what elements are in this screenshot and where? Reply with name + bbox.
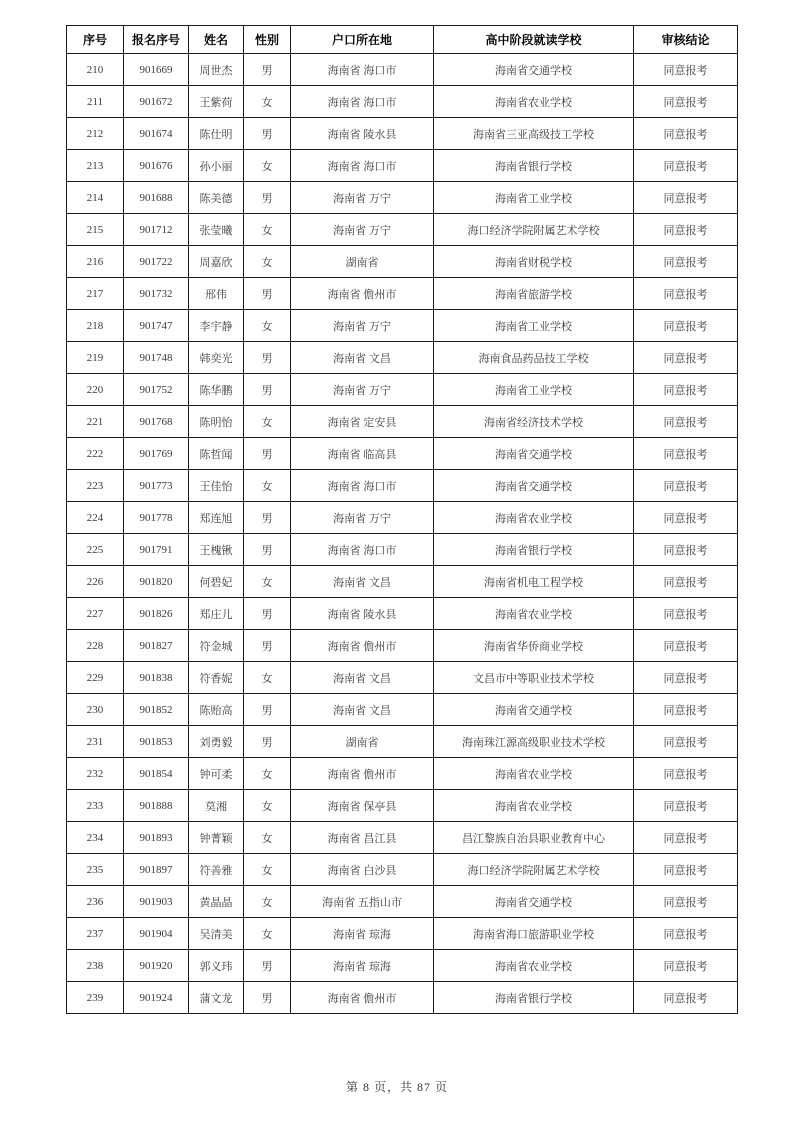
table-row [67, 726, 738, 758]
table-row [67, 534, 738, 566]
cell-residence: 海南省 万宁 [291, 374, 434, 406]
cell-residence: 海南省 万宁 [291, 182, 434, 214]
cell-reg-no: 901854 [124, 758, 189, 790]
table-row [67, 854, 738, 886]
column-header-reg-no: 报名序号 [124, 26, 189, 54]
cell-review: 同意报考 [634, 374, 738, 406]
table-row [67, 470, 738, 502]
cell-residence: 海南省 万宁 [291, 502, 434, 534]
cell-review: 同意报考 [634, 758, 738, 790]
cell-reg-no: 901778 [124, 502, 189, 534]
cell-name: 张莹曦 [189, 214, 244, 246]
cell-name: 吴清美 [189, 918, 244, 950]
cell-review: 同意报考 [634, 950, 738, 982]
cell-index: 230 [67, 694, 124, 726]
table-header [67, 26, 738, 54]
cell-reg-no: 901712 [124, 214, 189, 246]
cell-name: 陈贻高 [189, 694, 244, 726]
cell-reg-no: 901903 [124, 886, 189, 918]
cell-review: 同意报考 [634, 822, 738, 854]
cell-school: 海南省财税学校 [434, 246, 634, 278]
cell-review: 同意报考 [634, 342, 738, 374]
cell-residence: 海南省 文昌 [291, 662, 434, 694]
cell-gender: 女 [244, 470, 291, 502]
cell-index: 213 [67, 150, 124, 182]
cell-name: 莫湘 [189, 790, 244, 822]
cell-residence: 海南省 儋州市 [291, 278, 434, 310]
cell-school: 海南食品药品技工学校 [434, 342, 634, 374]
cell-gender: 女 [244, 150, 291, 182]
cell-gender: 女 [244, 758, 291, 790]
column-header-residence: 户口所在地 [291, 26, 434, 54]
cell-reg-no: 901838 [124, 662, 189, 694]
cell-index: 222 [67, 438, 124, 470]
cell-school: 海南省旅游学校 [434, 278, 634, 310]
cell-index: 238 [67, 950, 124, 982]
table-row [67, 790, 738, 822]
column-header-index: 序号 [67, 26, 124, 54]
table-row [67, 598, 738, 630]
cell-name: 蒲文龙 [189, 982, 244, 1014]
cell-name: 王槐锹 [189, 534, 244, 566]
cell-residence: 海南省 陵水县 [291, 598, 434, 630]
cell-index: 210 [67, 54, 124, 86]
cell-reg-no: 901672 [124, 86, 189, 118]
cell-school: 海南省银行学校 [434, 534, 634, 566]
cell-name: 韩奕光 [189, 342, 244, 374]
cell-residence: 海南省 海口市 [291, 150, 434, 182]
cell-school: 海南省交通学校 [434, 886, 634, 918]
cell-index: 212 [67, 118, 124, 150]
cell-school: 海南省农业学校 [434, 86, 634, 118]
cell-index: 231 [67, 726, 124, 758]
cell-reg-no: 901852 [124, 694, 189, 726]
cell-reg-no: 901768 [124, 406, 189, 438]
table-row [67, 758, 738, 790]
cell-index: 233 [67, 790, 124, 822]
cell-reg-no: 901924 [124, 982, 189, 1014]
cell-school: 海南省交通学校 [434, 438, 634, 470]
cell-review: 同意报考 [634, 214, 738, 246]
cell-name: 陈哲闻 [189, 438, 244, 470]
table-row [67, 182, 738, 214]
cell-gender: 男 [244, 950, 291, 982]
cell-review: 同意报考 [634, 150, 738, 182]
table-body [67, 54, 738, 1014]
cell-review: 同意报考 [634, 246, 738, 278]
cell-name: 钟可柔 [189, 758, 244, 790]
table-row [67, 278, 738, 310]
cell-review: 同意报考 [634, 662, 738, 694]
cell-index: 229 [67, 662, 124, 694]
cell-name: 符金城 [189, 630, 244, 662]
cell-school: 文昌市中等职业技术学校 [434, 662, 634, 694]
table-row [67, 86, 738, 118]
cell-index: 211 [67, 86, 124, 118]
table-row [67, 438, 738, 470]
cell-review: 同意报考 [634, 694, 738, 726]
table-row [67, 342, 738, 374]
cell-index: 218 [67, 310, 124, 342]
cell-name: 周嘉欣 [189, 246, 244, 278]
cell-reg-no: 901791 [124, 534, 189, 566]
cell-gender: 男 [244, 534, 291, 566]
cell-residence: 海南省 文昌 [291, 566, 434, 598]
cell-school: 海南省银行学校 [434, 150, 634, 182]
cell-residence: 海南省 保亭县 [291, 790, 434, 822]
table-row [67, 374, 738, 406]
cell-name: 王佳怡 [189, 470, 244, 502]
cell-name: 钟菁颖 [189, 822, 244, 854]
cell-gender: 女 [244, 790, 291, 822]
cell-index: 223 [67, 470, 124, 502]
cell-school: 海南省农业学校 [434, 502, 634, 534]
cell-review: 同意报考 [634, 406, 738, 438]
cell-reg-no: 901688 [124, 182, 189, 214]
cell-gender: 男 [244, 726, 291, 758]
cell-name: 王紫荷 [189, 86, 244, 118]
cell-name: 刘勇毅 [189, 726, 244, 758]
cell-gender: 女 [244, 566, 291, 598]
cell-gender: 女 [244, 662, 291, 694]
cell-review: 同意报考 [634, 310, 738, 342]
table-row [67, 406, 738, 438]
cell-residence: 海南省 文昌 [291, 694, 434, 726]
cell-school: 海南省农业学校 [434, 598, 634, 630]
cell-name: 周世杰 [189, 54, 244, 86]
cell-name: 黄晶晶 [189, 886, 244, 918]
cell-gender: 男 [244, 598, 291, 630]
cell-gender: 女 [244, 854, 291, 886]
table-row [67, 694, 738, 726]
cell-name: 陈明怡 [189, 406, 244, 438]
cell-residence: 海南省 儋州市 [291, 982, 434, 1014]
cell-reg-no: 901897 [124, 854, 189, 886]
cell-name: 何碧妃 [189, 566, 244, 598]
cell-name: 符善雅 [189, 854, 244, 886]
cell-school: 海南省农业学校 [434, 790, 634, 822]
cell-gender: 女 [244, 406, 291, 438]
cell-reg-no: 901752 [124, 374, 189, 406]
cell-school: 海南省交通学校 [434, 54, 634, 86]
cell-residence: 海南省 儋州市 [291, 630, 434, 662]
cell-school: 海南省华侨商业学校 [434, 630, 634, 662]
cell-gender: 男 [244, 54, 291, 86]
cell-reg-no: 901904 [124, 918, 189, 950]
cell-school: 海南省农业学校 [434, 758, 634, 790]
cell-residence: 海南省 陵水县 [291, 118, 434, 150]
cell-index: 224 [67, 502, 124, 534]
cell-reg-no: 901747 [124, 310, 189, 342]
cell-residence: 海南省 儋州市 [291, 758, 434, 790]
cell-name: 陈仕明 [189, 118, 244, 150]
cell-name: 郭义玮 [189, 950, 244, 982]
cell-gender: 男 [244, 278, 291, 310]
cell-school: 昌江黎族自治县职业教育中心 [434, 822, 634, 854]
cell-residence: 湖南省 [291, 726, 434, 758]
cell-residence: 海南省 海口市 [291, 534, 434, 566]
cell-gender: 女 [244, 822, 291, 854]
cell-reg-no: 901773 [124, 470, 189, 502]
cell-index: 217 [67, 278, 124, 310]
cell-review: 同意报考 [634, 726, 738, 758]
cell-school: 海南省银行学校 [434, 982, 634, 1014]
cell-review: 同意报考 [634, 790, 738, 822]
table-row [67, 54, 738, 86]
cell-review: 同意报考 [634, 534, 738, 566]
cell-index: 219 [67, 342, 124, 374]
cell-residence: 海南省 万宁 [291, 214, 434, 246]
cell-gender: 女 [244, 886, 291, 918]
cell-reg-no: 901826 [124, 598, 189, 630]
cell-index: 234 [67, 822, 124, 854]
cell-index: 226 [67, 566, 124, 598]
cell-gender: 男 [244, 182, 291, 214]
cell-residence: 海南省 海口市 [291, 86, 434, 118]
cell-name: 孙小丽 [189, 150, 244, 182]
applicant-roster-table [66, 25, 738, 1014]
cell-name: 李宇静 [189, 310, 244, 342]
cell-gender: 男 [244, 342, 291, 374]
table-row [67, 566, 738, 598]
cell-school: 海南省机电工程学校 [434, 566, 634, 598]
cell-reg-no: 901820 [124, 566, 189, 598]
table-row [67, 822, 738, 854]
table-row [67, 950, 738, 982]
cell-school: 海南省海口旅游职业学校 [434, 918, 634, 950]
cell-index: 232 [67, 758, 124, 790]
cell-residence: 海南省 海口市 [291, 54, 434, 86]
cell-index: 227 [67, 598, 124, 630]
cell-review: 同意报考 [634, 182, 738, 214]
cell-review: 同意报考 [634, 982, 738, 1014]
cell-school: 海南省工业学校 [434, 310, 634, 342]
cell-residence: 海南省 文昌 [291, 342, 434, 374]
table-row [67, 630, 738, 662]
cell-gender: 女 [244, 246, 291, 278]
cell-residence: 海南省 临高县 [291, 438, 434, 470]
table-row [67, 502, 738, 534]
cell-name: 陈美德 [189, 182, 244, 214]
table-row [67, 150, 738, 182]
cell-name: 邢伟 [189, 278, 244, 310]
cell-reg-no: 901769 [124, 438, 189, 470]
cell-reg-no: 901888 [124, 790, 189, 822]
table-row [67, 118, 738, 150]
table-row [67, 982, 738, 1014]
cell-review: 同意报考 [634, 886, 738, 918]
cell-index: 214 [67, 182, 124, 214]
cell-reg-no: 901674 [124, 118, 189, 150]
cell-gender: 男 [244, 694, 291, 726]
column-header-review: 审核结论 [634, 26, 738, 54]
cell-gender: 男 [244, 630, 291, 662]
cell-residence: 海南省 琼海 [291, 918, 434, 950]
cell-name: 陈华鹏 [189, 374, 244, 406]
cell-review: 同意报考 [634, 278, 738, 310]
column-header-name: 姓名 [189, 26, 244, 54]
cell-school: 海南省交通学校 [434, 694, 634, 726]
cell-review: 同意报考 [634, 438, 738, 470]
cell-residence: 海南省 海口市 [291, 470, 434, 502]
cell-residence: 海南省 定安县 [291, 406, 434, 438]
cell-reg-no: 901732 [124, 278, 189, 310]
cell-index: 239 [67, 982, 124, 1014]
column-header-gender: 性别 [244, 26, 291, 54]
cell-school: 海南省工业学校 [434, 182, 634, 214]
cell-school: 海南省经济技术学校 [434, 406, 634, 438]
table-row [67, 918, 738, 950]
table-row [67, 214, 738, 246]
cell-gender: 男 [244, 438, 291, 470]
table-row [67, 246, 738, 278]
cell-index: 215 [67, 214, 124, 246]
cell-residence: 海南省 万宁 [291, 310, 434, 342]
cell-residence: 海南省 白沙县 [291, 854, 434, 886]
cell-school: 海南珠江源高级职业技术学校 [434, 726, 634, 758]
table-row [67, 662, 738, 694]
cell-review: 同意报考 [634, 54, 738, 86]
cell-index: 237 [67, 918, 124, 950]
cell-review: 同意报考 [634, 918, 738, 950]
cell-index: 235 [67, 854, 124, 886]
cell-gender: 女 [244, 214, 291, 246]
cell-review: 同意报考 [634, 598, 738, 630]
cell-review: 同意报考 [634, 86, 738, 118]
cell-reg-no: 901920 [124, 950, 189, 982]
table-header-row [67, 26, 738, 54]
cell-review: 同意报考 [634, 630, 738, 662]
cell-residence: 海南省 琼海 [291, 950, 434, 982]
cell-gender: 女 [244, 86, 291, 118]
page-number-footer: 第 8 页，共 87 页 [345, 1080, 448, 1094]
cell-index: 236 [67, 886, 124, 918]
cell-review: 同意报考 [634, 470, 738, 502]
cell-residence: 湖南省 [291, 246, 434, 278]
cell-index: 228 [67, 630, 124, 662]
cell-reg-no: 901827 [124, 630, 189, 662]
cell-school: 海南省工业学校 [434, 374, 634, 406]
cell-residence: 海南省 五指山市 [291, 886, 434, 918]
table-row [67, 310, 738, 342]
cell-residence: 海南省 昌江县 [291, 822, 434, 854]
cell-reg-no: 901676 [124, 150, 189, 182]
cell-review: 同意报考 [634, 118, 738, 150]
cell-name: 郑连旭 [189, 502, 244, 534]
cell-school: 海南省三亚高级技工学校 [434, 118, 634, 150]
cell-name: 郑庄儿 [189, 598, 244, 630]
column-header-school: 高中阶段就读学校 [434, 26, 634, 54]
cell-reg-no: 901853 [124, 726, 189, 758]
cell-name: 符香妮 [189, 662, 244, 694]
cell-index: 225 [67, 534, 124, 566]
cell-reg-no: 901669 [124, 54, 189, 86]
cell-school: 海口经济学院附属艺术学校 [434, 214, 634, 246]
cell-gender: 男 [244, 982, 291, 1014]
cell-gender: 女 [244, 310, 291, 342]
cell-gender: 女 [244, 918, 291, 950]
cell-review: 同意报考 [634, 566, 738, 598]
cell-gender: 男 [244, 374, 291, 406]
table-row [67, 886, 738, 918]
cell-school: 海南省交通学校 [434, 470, 634, 502]
cell-gender: 男 [244, 502, 291, 534]
cell-reg-no: 901722 [124, 246, 189, 278]
cell-index: 216 [67, 246, 124, 278]
cell-school: 海南省农业学校 [434, 950, 634, 982]
cell-reg-no: 901893 [124, 822, 189, 854]
cell-index: 220 [67, 374, 124, 406]
cell-review: 同意报考 [634, 854, 738, 886]
cell-reg-no: 901748 [124, 342, 189, 374]
cell-school: 海口经济学院附属艺术学校 [434, 854, 634, 886]
cell-review: 同意报考 [634, 502, 738, 534]
cell-gender: 男 [244, 118, 291, 150]
cell-index: 221 [67, 406, 124, 438]
